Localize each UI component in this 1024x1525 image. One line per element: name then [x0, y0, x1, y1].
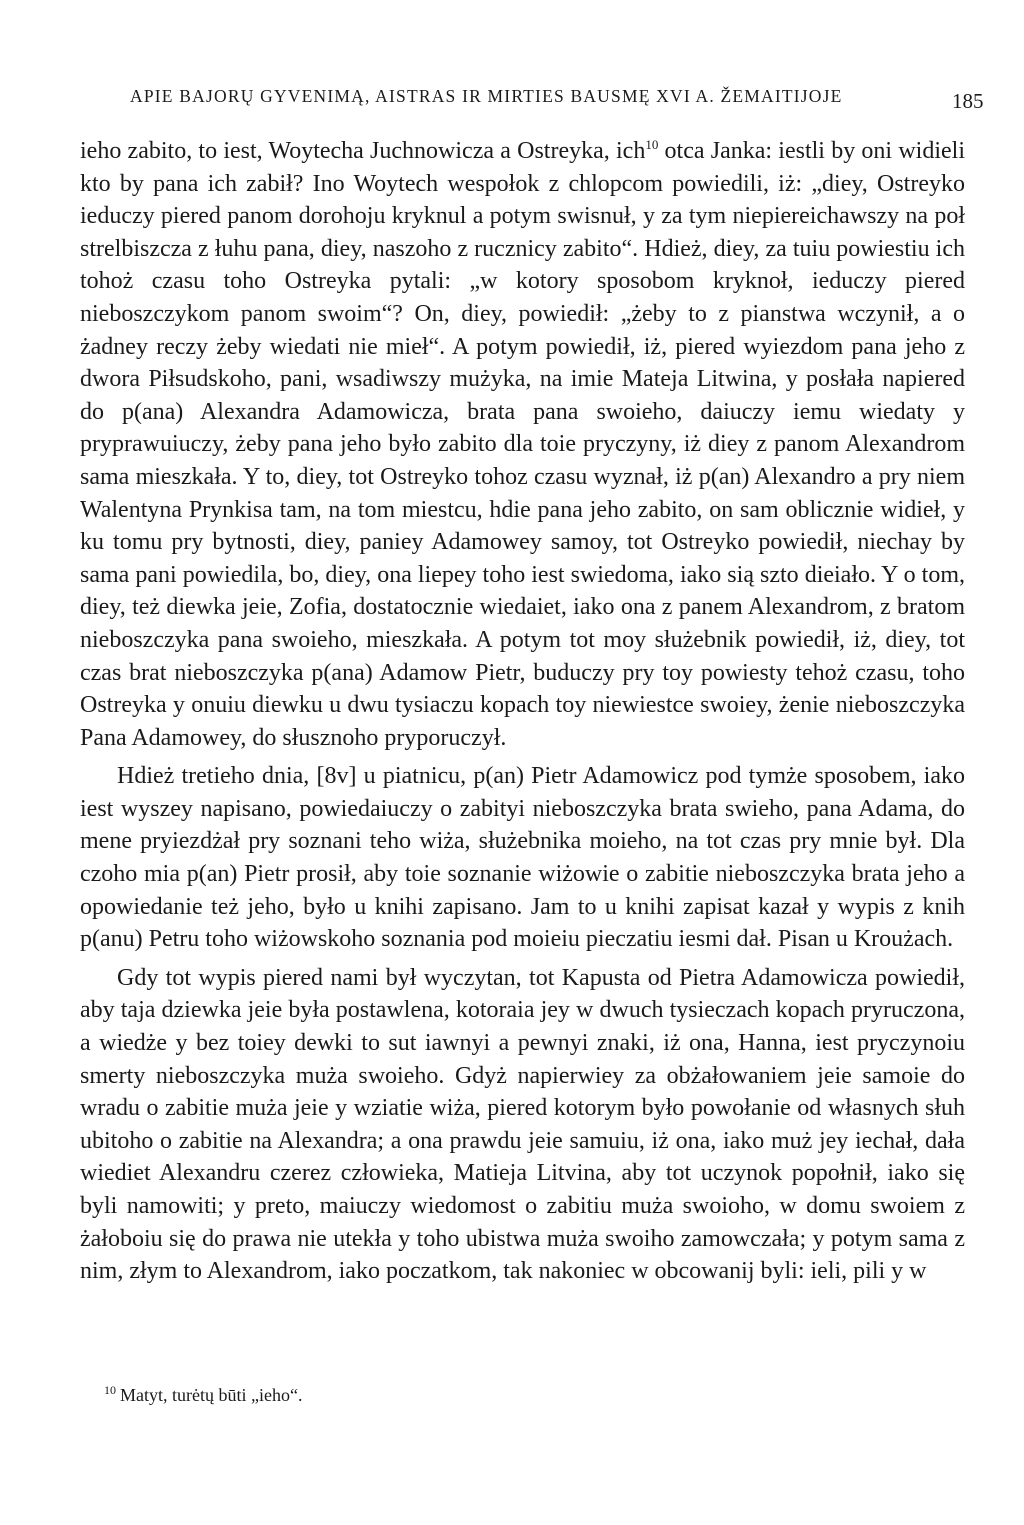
footnote-mark: 10 [104, 1383, 116, 1397]
main-text [80, 135, 965, 1288]
page-number: 185 [952, 89, 984, 113]
running-head [0, 86, 1024, 116]
paragraph-3: Gdy tot wypis piered nami był wyczytan, tot Kapusta od Pietra Adamowicza powiedił, aby taja dziewka jeie była postawlena, kotoraia jey w dwuch tysieczach kopach pryruczona, a wiedże y bez toiey dewki to sut iawnyi a pewnyi znaki, iż ona, Hanna, iest pryczynoiu smerty nieboszczyka muża swoieho. Gdyż napierwiey za obżałowaniem jeie samoie do wradu o zabitie muża jeie y wziatie wiża, piered kotorym było powołanie od własnych słuh ubitoho o zabitie na Alexandra; a ona prawdu jeie samuiu, iż ona, iako muż jey iechał, dała wiediet Alexandru czerez człowieka, Matieja Litvina, aby tot uczynok popołnił, iako się byli namowiti; y preto, maiuczy wiedomost o zabitiu muża swoioho, w domu swoiem z żałoboiu się do prawa nie utekła y toho ubistwa muża swoiho zamowczała; y potym sama z nim, złym to Alexandrom, iako poczatkom, tak nakoniec w obcowanij byli: ieli, pili y w [80, 964, 965, 1285]
paragraph-1-text-start: ieho zabito, to iest, Woytecha Juchnowicza a Ostreyka, ich [80, 138, 646, 164]
paragraph-1 [80, 135, 965, 754]
footnote [104, 1383, 964, 1407]
paragraph-1-text-rest: otca Janka: iestli by oni widieli kto by pana ich zabił? Ino Woytech wespołok z chlopcom powiedili, iż: „diey, Ostreyko ieduczy piered panom dorohoju kryknul a potym swisnuł, y za tym niepiereichawszy na poł strelbiszcza z łuhu pana, diey, naszoho z rucznicy zabito“. Hdież, diey, za tuiu powiestiu ich tohoż czasu toho Ostreyka pytali: „w kotory sposobom kryknoł, ieduczy piered nieboszczykom panom swoim“? On, diey, powiedił: „żeby to z pianstwa wczynił, a o żadney reczy żeby wiedati nie mieł“. A potym powiedił, iż, piered wyiezdom pana jeho z dwora Piłsudskoho, pani, wsadiwszy mużyka, na imie Mateja Litwina, y posłała napiered do p(ana) Alexandra Adamowicza, brata pana swoieho, daiuczy iemu wiedaty y pryprawuiuczy, żeby pana jeho było zabito dla toie pryczyny, iż diey z panom Alexandrom sama mieszkała. Y to, diey, tot Ostreyko tohoz czasu wyznał, iż p(an) Alexandro a pry niem Walentyna Prynkisa tam, na tom miestcu, hdie pana jeho zabito, on sam oblicznie widieł, y ku tomu pry bytnosti, diey, paniey Adamowey samoy, tot Ostreyko powiedił, niechay by sama pani powiedila, bo, diey, ona liepey toho iest swiedoma, iako sią szto dieiało. Y o tom, diey, też diewka jeie, Zofia, dostatocznie wiedaiet, iako ona z panem Alexandrom, z bratom nieboszczyka pana swoieho, mieszkała. A potym tot moy służebnik powiedił, iż, diey, tot czas brat nieboszczyka p(ana) Adamow Pietr, buduczy pry toy powiesty tehoż czasu, toho Ostreyka y onuiu diewku u dwu tysiaczu kopach toy niewiestce swoiey, żenie nieboszczyka Pana Adamowey, do słusznoho pryporuczył. [80, 138, 965, 751]
running-title: APIE BAJORŲ GYVENIMĄ, AISTRAS IR MIRTIES BAUSMĘ XVI A. ŽEMAITIJOJE [130, 86, 843, 106]
footnote-text: Matyt, turėtų būti „ieho“. [120, 1385, 303, 1405]
footnote-reference: 10 [645, 137, 659, 152]
paragraph-2: Hdież tretieho dnia, [8v] u piatnicu, p(an) Pietr Adamowicz pod tymże sposobem, iako iest wyszey napisano, powiedaiuczy o zabityi nieboszczyka brata swieho, pana Adama, do mene pryiezdżał pry soznani teho wiża, służebnika moieho, na tot czas pry mnie był. Dla czoho mia p(an) Pietr prosił, aby toie soznanie wiżowie o zabitie nieboszczyka brata jeho a opowiedanie też jeho, było u knihi zapisano. Jam to u knihi zapisat kazał y wypis z knih p(anu) Petru toho wiżowskoho soznania pod moieiu pieczatiu iesmi dał. Pisan u Kroużach. [80, 763, 965, 953]
